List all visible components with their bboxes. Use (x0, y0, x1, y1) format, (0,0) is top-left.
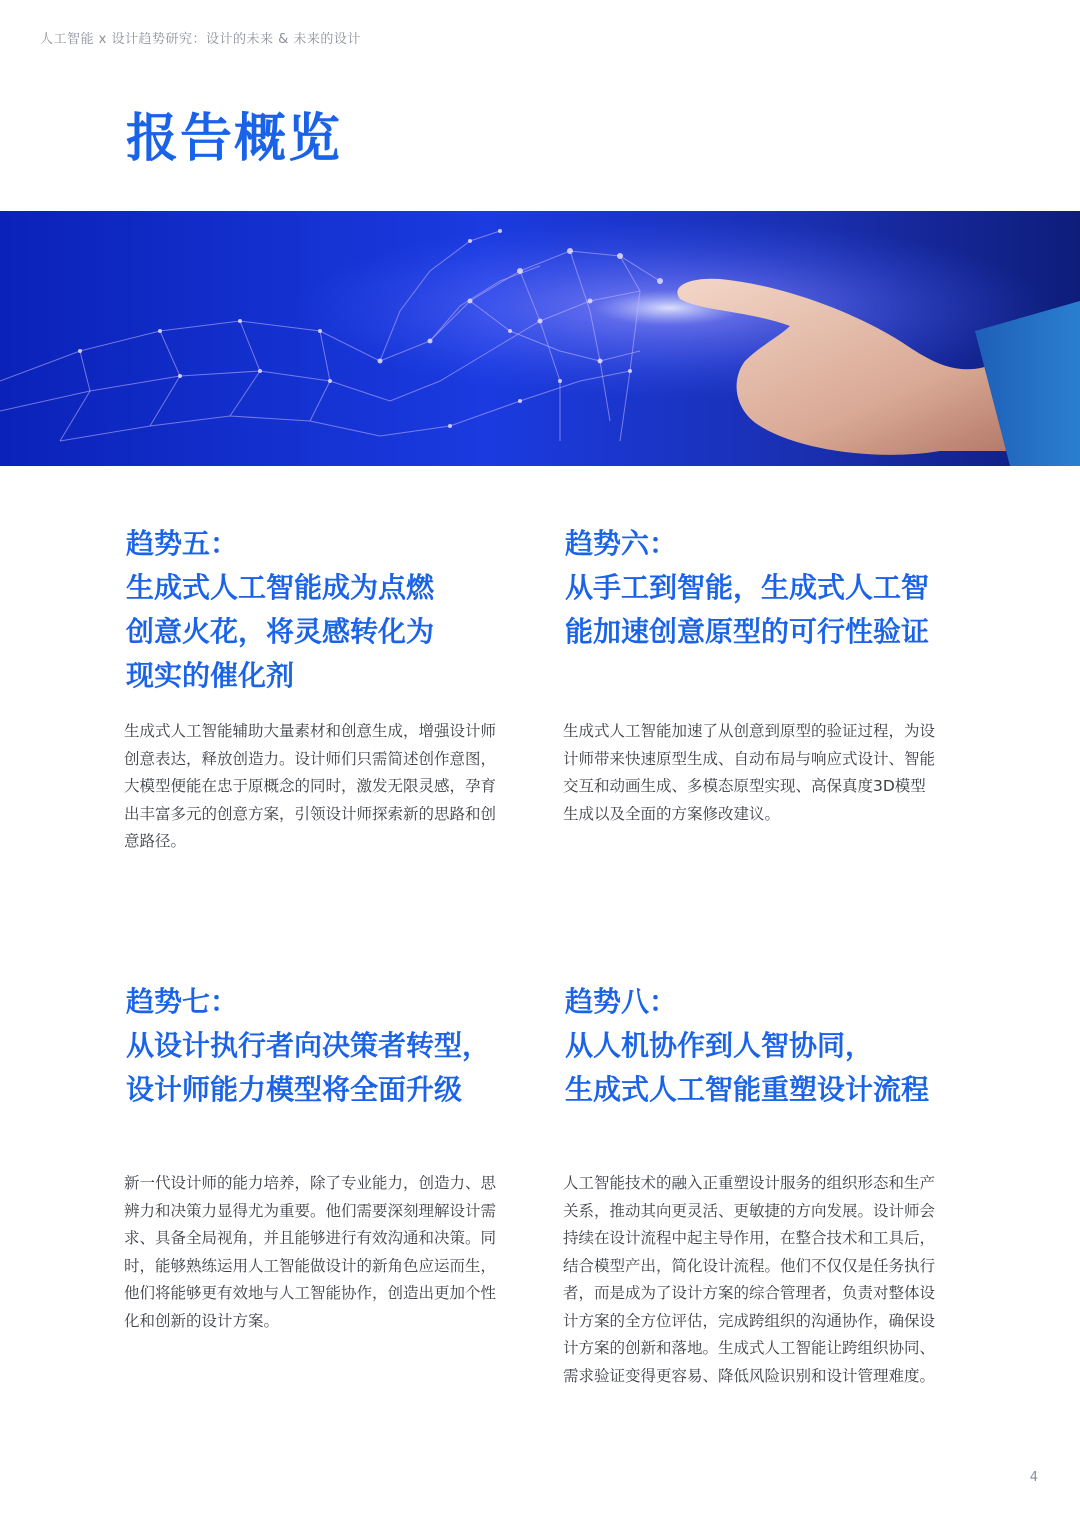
body-line: 意路径。 (124, 832, 187, 850)
trend-label: 趋势六： (565, 527, 678, 560)
trend-title-line: 创意火花，将灵感转化为 (126, 615, 435, 648)
trend-title-line: 能加速创意原型的可行性验证 (565, 615, 930, 648)
trend-title-line: 生成式人工智能重塑设计流程 (565, 1073, 930, 1106)
body-line: 出丰富多元的创意方案，引领设计师探索新的思路和创 (124, 804, 497, 823)
page-number: 4 (1029, 1470, 1038, 1485)
trend-five-section (124, 522, 526, 850)
body-line: 时，能够熟练运用人工智能做设计的新角色应运而生， (124, 1256, 497, 1275)
trend-body (563, 718, 935, 828)
trend-title-line: 现实的催化剂 (126, 659, 295, 692)
trend-label: 趋势七： (126, 985, 239, 1018)
trend-body (563, 1170, 935, 1390)
trend-label: 趋势八： (565, 985, 678, 1018)
body-line: 交互和动画生成、多模态原型实现、高保真度3D模型 (563, 777, 926, 795)
trend-six-section (563, 522, 965, 823)
trend-title-line: 从手工到智能，生成式人工智 (565, 571, 930, 604)
trend-title-line: 从设计执行者向决策者转型， (126, 1029, 491, 1062)
body-line: 生成式人工智能加速了从创意到原型的验证过程，为设 (563, 722, 936, 740)
hero-banner-illustration (0, 211, 1080, 466)
body-line: 计师带来快速原型生成、自动布局与响应式设计、智能 (563, 749, 936, 768)
body-line: 求、具备全局视角，并且能够进行有效沟通和决策。同 (124, 1229, 497, 1247)
body-line: 新一代设计师的能力培养，除了专业能力，创造力、思 (124, 1174, 497, 1192)
body-line: 计方案的创新和落地。生成式人工智能让跨组织协同、 (563, 1339, 936, 1357)
trend-eight-section (563, 980, 965, 1385)
body-line: 持续在设计流程中起主导作用，在整合技术和工具后， (563, 1229, 936, 1247)
body-line: 人工智能技术的融入正重塑设计服务的组织形态和生产 (563, 1174, 936, 1192)
body-line: 者，而是成为了设计方案的综合管理者，负责对整体设 (563, 1284, 936, 1302)
body-line: 结合模型产出，简化设计流程。他们不仅仅是任务执行 (563, 1256, 936, 1275)
page-title: 报告概览 (126, 109, 343, 169)
hero-banner (0, 211, 1080, 466)
body-line: 需求验证变得更容易、降低风险识别和设计管理难度。 (563, 1366, 936, 1385)
trend-title-line: 设计师能力模型将全面升级 (126, 1073, 463, 1106)
body-line: 创意表达，释放创造力。设计师们只需简述创作意图， (124, 749, 497, 768)
trend-seven-section (124, 980, 526, 1330)
body-line: 大模型便能在忠于原概念的同时，激发无限灵感，孕育 (124, 777, 497, 795)
body-line: 关系，推动其向更灵活、更敏捷的方向发展。设计师会 (563, 1201, 936, 1220)
body-line: 生成以及全面的方案修改建议。 (563, 804, 781, 823)
trend-body (124, 718, 496, 856)
trend-title-line: 从人机协作到人智协同， (565, 1029, 874, 1062)
trend-title-line: 生成式人工智能成为点燃 (126, 571, 435, 604)
body-line: 计方案的全方位评估，完成跨组织的沟通协作，确保设 (563, 1311, 936, 1330)
body-line: 他们将能够更有效地与人工智能协作，创造出更加个性 (124, 1284, 497, 1302)
trend-body (124, 1170, 496, 1335)
body-line: 辨力和决策力显得尤为重要。他们需要深刻理解设计需 (124, 1201, 497, 1220)
running-header: 人工智能 x 设计趋势研究：设计的未来 & 未来的设计 (40, 32, 361, 47)
trend-label: 趋势五： (126, 527, 239, 560)
body-line: 化和创新的设计方案。 (124, 1311, 280, 1330)
body-line: 生成式人工智能辅助大量素材和创意生成，增强设计师 (124, 722, 497, 740)
